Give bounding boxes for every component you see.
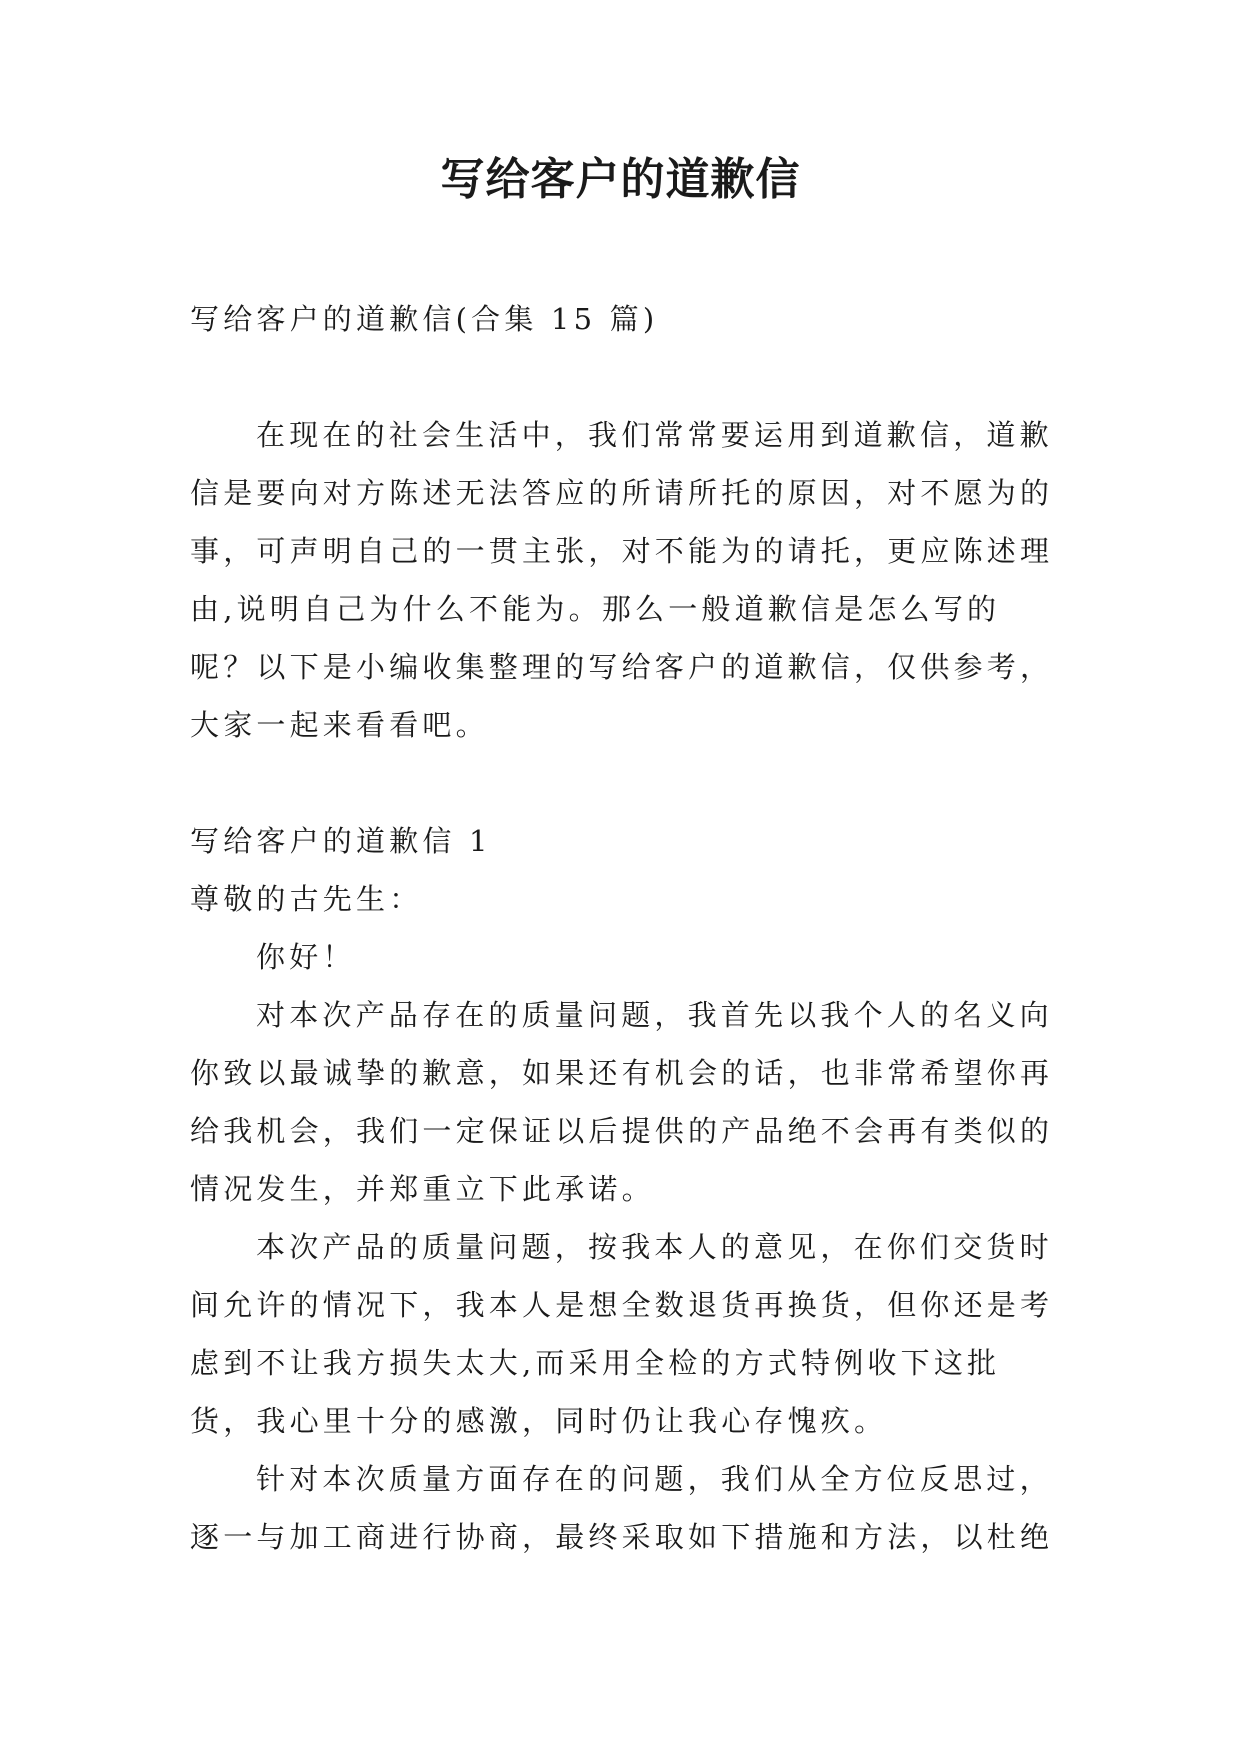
body-paragraph-2: 本次产品的质量问题，按我本人的意见，在你们交货时间允许的情况下，我本人是想全数退货再换货，但你还是考虑到不让我方损失太大,而采用全检的方式特例收下这批货，我心里十分的感激，同时仍让我心存愧疚。 — [190, 1230, 1054, 1438]
body-paragraph-1: 对本次产品存在的质量问题，我首先以我个人的名义向你致以最诚挚的歉意，如果还有机会的话，也非常希望你再给我机会，我们一定保证以后提供的产品绝不会再有类似的情况发生，并郑重立下此承诺。 — [190, 998, 1054, 1206]
document-title: 写给客户的道歉信 — [440, 154, 801, 205]
greeting: 你好！ — [256, 940, 356, 974]
section-heading: 写给客户的道歉信 1 — [190, 824, 492, 858]
salutation: 尊敬的古先生： — [190, 882, 423, 916]
intro-paragraph: 在现在的社会生活中，我们常常要运用到道歉信，道歉信是要向对方陈述无法答应的所请所托的原因，对不愿为的事，可声明自己的一贯主张，对不能为的请托，更应陈述理由,说明自己为什么不能为。那么一般道歉信是怎么写的呢？以下是小编收集整理的写给客户的道歉信，仅供参考，大家一起来看看吧。 — [190, 418, 1054, 742]
document-body — [190, 290, 1060, 1566]
body-paragraph-3: 针对本次质量方面存在的问题，我们从全方位反思过，逐一与加工商进行协商，最终采取如下措施和方法，以杜绝 — [190, 1462, 1054, 1554]
document-subtitle: 写给客户的道歉信(合集 15 篇) — [190, 302, 659, 336]
